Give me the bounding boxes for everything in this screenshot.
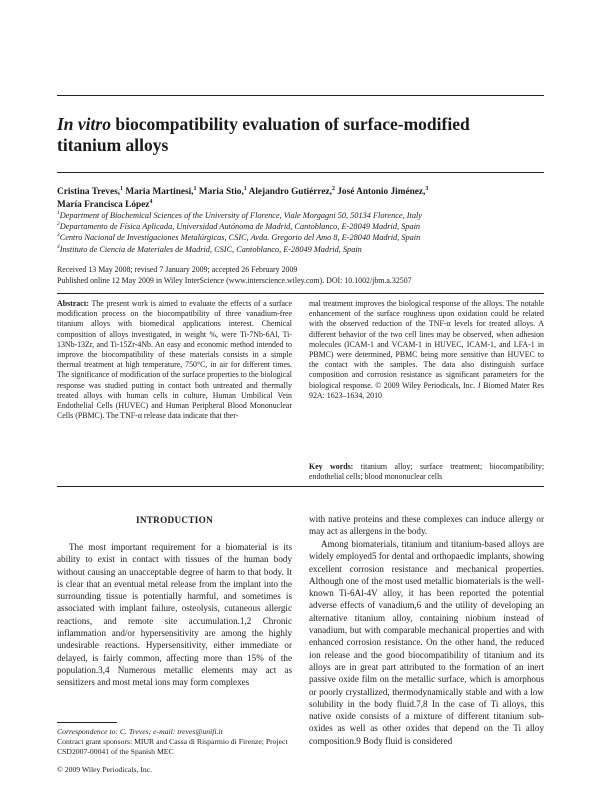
published-online: Published online 12 May 2009 in Wiley InterScience (www.interscience.wiley.com). DOI: 10.1002/jbm.a.32507	[57, 275, 412, 285]
copyright-line: © 2009 Wiley Periodicals, Inc.	[57, 765, 153, 774]
publication-dates	[57, 265, 557, 286]
title-italic-part: In vitro	[57, 114, 111, 134]
abstract-left	[57, 299, 292, 421]
section-heading-introduction: INTRODUCTION	[135, 515, 214, 525]
top-rule	[57, 95, 544, 96]
author: Alejandro Gutiérrez,$^2$	[246, 185, 335, 197]
received-dates: Received 13 May 2008; revised 7 January 2009; accepted 26 February 2009	[57, 265, 298, 274]
author: Maria Martinesi,$^1$	[123, 185, 197, 197]
affiliation: $^1$Department of Biochemical Sciences of the University of Florence, Viale Morgagni 50, 50134 Florence, Italy	[57, 210, 422, 220]
abstract-label: Abstract:	[57, 299, 89, 308]
title-line2: titanium alloys	[57, 135, 169, 155]
affiliation: $^3$Centro Nacional de Investigaciones Metalúrgicas, CSIC, Avda. Gregorio del Amo 8, E-28040 Madrid, Spain	[57, 232, 421, 243]
keywords-label: Key words:	[309, 462, 354, 471]
abstract-rule	[57, 293, 544, 294]
affiliation-list	[57, 210, 557, 255]
grant-note: Contract grant sponsors: MIUR and Cassa di Risparmio di Firenze; Project CSD2007-00041 of the Spanish MEC	[57, 737, 288, 756]
author: Cristina Treves,$^1$	[57, 185, 124, 197]
affiliation: $^2$Departamento de Física Aplicada, Universidad Autónoma de Madrid, Cantoblanco, E-28049 Madrid, Spain	[57, 221, 421, 232]
author-list	[57, 186, 544, 211]
footnotes	[57, 727, 292, 757]
article-title	[57, 114, 544, 156]
author: María Francisca López$^4$	[57, 198, 153, 210]
affiliation: $^4$Instituto de Ciencia de Materiales de Madrid, CSIC, Cantoblanco, E-28049 Madrid, Spain	[57, 243, 362, 254]
intro-paragraph-left: The most important requirement for a biomaterial is its ability to exist in contact with tissues of the human body without causing an unacceptable degree of harm to that body. It is clear that an eventual metal release from the implant into the surrounding tissue is potentially harmful, and sometimes is associated with implant failure, osteolysis, cutaneous allergic reactions, and remote site accumulation.1,2 Chronic inflammation and/or hypersensitivity are among the highly undesirable reactions. Hypersensitivity, either immediate or delayed, is fairly common, affecting more than 15% of the population.3,4 Numerous metallic elements may act as sensitizers and most metal ions may form complexes	[57, 542, 292, 688]
correspondence-note: Correspondence to: C. Treves; e-mail: treves@unifi.it	[57, 727, 223, 736]
abstract-right: mal treatment improves the biological response of the alloys. The notable enhancement of the surface roughness upon oxidation could be related with the observed reduction of the TNF-α levels for treated alloys. A different behavior of the two cell lines may be observed, when adhesion molecules (ICAM-1 and VCAM-1 in HUVEC, ICAM-1, and LFA-1 in PBMC) were determined, PBMC being more sensitive than HUVEC to the contact with the samples. The data also distinguish surface composition and corrosion resistance as significant parameters for the biological response. © 2009 Wiley Periodicals, Inc. J Biomed Mater Res 92A: 1623–1634, 2010	[309, 299, 544, 400]
footnote-rule	[57, 722, 117, 723]
keywords-text: titanium alloy; surface treatment; biocompatibility; endothelial cells; blood mononuclear cells	[309, 462, 545, 482]
intro-paragraph-continued: with native proteins and these complexes can induce allergy or may act as allergens in the body.	[309, 514, 544, 537]
abstract-bottom-rule	[57, 486, 544, 487]
title-line1: biocompatibility evaluation of surface-modified	[110, 114, 470, 134]
author: Maria Stio,$^1$	[196, 185, 247, 197]
title-rule	[57, 172, 544, 173]
author: José Antonio Jiménez,$^3$	[334, 185, 429, 197]
abstract-text-left: The present work is aimed to evaluate the effects of a surface modification process on the biocompatibility of three vanadium-free titanium alloys with biomedical applications interest. Chemical composition of alloys investigated, in weight %, were Ti-7Nb-6Al, Ti-13Nb-13Zr, and Ti-15Zr-4Nb. An easy and economic method intended to improve the biocompatibility of these materials consists in a simple thermal treatment at high temperature, 750°C, in air for different times. The significance of modification of the surface properties to the biological response was studied putting in contact both untreated and thermally treated alloys with human cells in culture, Human Umbilical Vein Endothelial Cells (HUVEC) and Human Peripheral Blood Mononuclear Cells (PBMC). The TNF-α release data indicate that ther-	[57, 299, 292, 421]
intro-paragraph-right: Among biomaterials, titanium and titanium-based alloys are widely employed5 for dental and orthopaedic implants, showing excellent corrosion resistance and mechanical properties. Although one of the most used metallic biomaterials is the well-known Ti-6Al-4V alloy, it has been reported the potential adverse effects of vanadium,6 and the utility of developing an alternative titanium alloy, containing niobium instead of vanadium, but with comparable mechanical properties and with enhanced corrosion resistance. On the other hand, the reduced ion release and the good biocompatibility of titanium and its alloys are in great part attributed to the formation of an inert passive oxide film on the metallic surface, which is amorphous or poorly crystallized, thermodynamically stable and with a low solubility in the body fluid.7,8 In the case of Ti alloys, this native oxide consists of a mixture of different titanium sub-oxides as well as other oxides that depend on the Ti alloy composition.9 Body fluid is considered	[309, 539, 544, 746]
keywords	[309, 462, 544, 482]
